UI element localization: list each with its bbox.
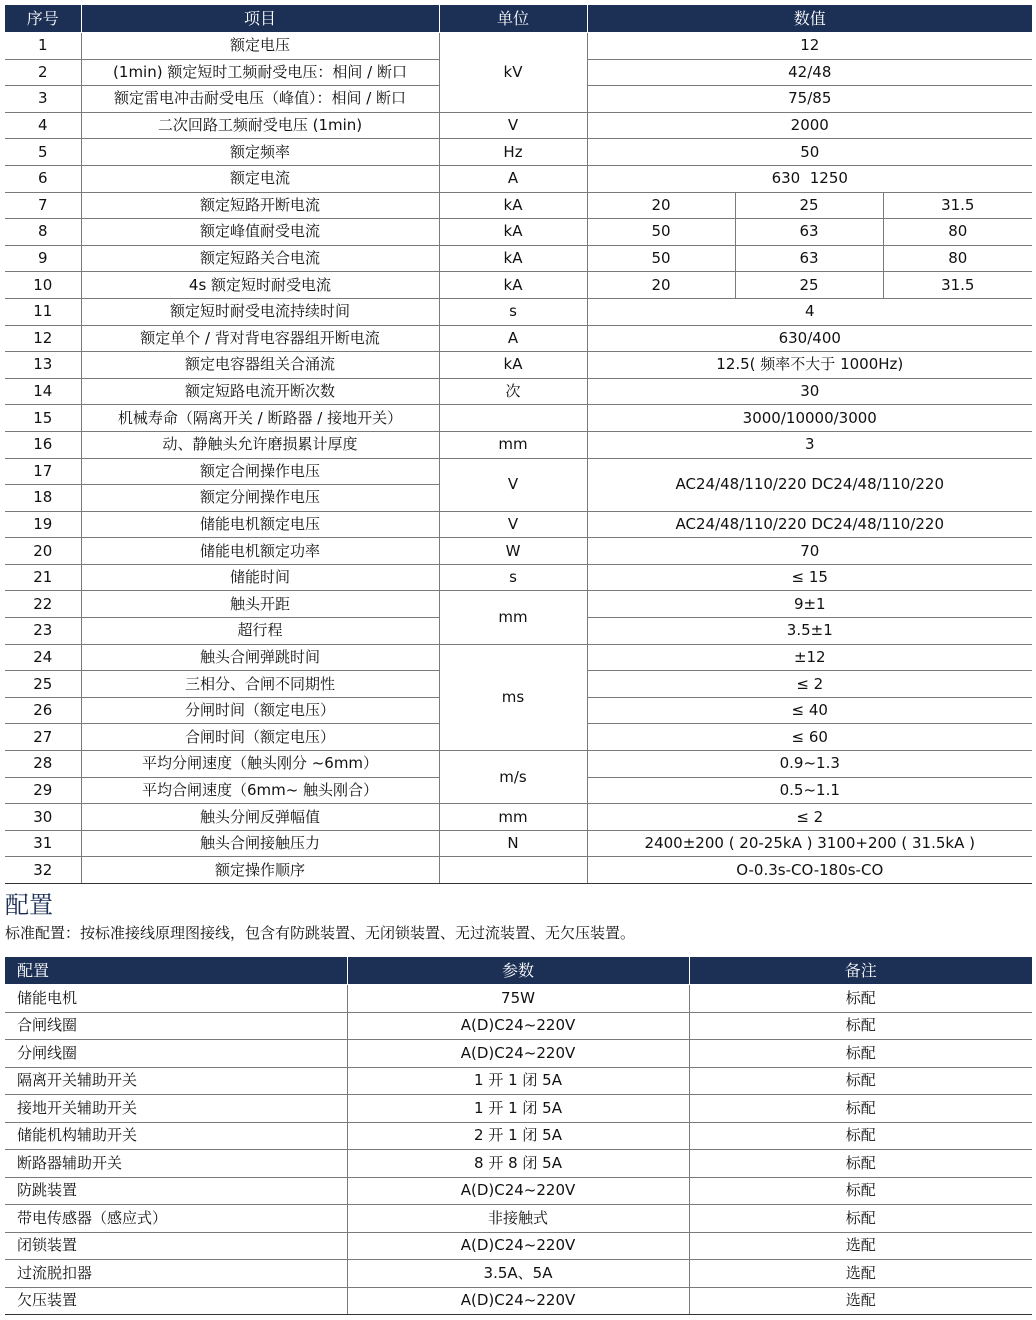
row-no: 21 [5,564,81,591]
row-value: ±12 [587,644,1032,671]
table-row [5,1067,1032,1095]
table-row [5,1205,1032,1233]
row-item: 额定电流 [81,165,439,192]
table-row [5,1040,1032,1068]
table-row [5,1150,1032,1178]
row-no: 16 [5,431,81,458]
row-no: 22 [5,591,81,618]
table-row [5,511,1032,538]
row-item: 额定频率 [81,139,439,166]
row-no: 11 [5,298,81,325]
row-item: 额定短时耐受电流持续时间 [81,298,439,325]
row-no: 28 [5,751,81,778]
row-item: 动、静触头允许磨损累计厚度 [81,431,439,458]
row-no: 4 [5,112,81,139]
row-unit [439,405,587,432]
row-item: 额定短路开断电流 [81,192,439,219]
config-remark: 标配 [689,985,1032,1013]
config-name: 闭锁装置 [5,1232,347,1260]
row-value: 50 [587,139,1032,166]
config-remark: 标配 [689,1012,1032,1040]
row-value-25ka: 25 [735,272,883,299]
row-value: 30 [587,378,1032,405]
row-no: 24 [5,644,81,671]
config-remark: 标配 [689,1205,1032,1233]
config-name: 接地开关辅助开关 [5,1095,347,1123]
row-no: 19 [5,511,81,538]
row-value: 75/85 [587,86,1032,113]
row-item: 触头合闸接触压力 [81,830,439,857]
header-no: 序号 [5,5,81,33]
config-name: 欠压装置 [5,1287,347,1315]
spec-table [5,5,1032,884]
row-unit: A [439,325,587,352]
row-item: 额定合闸操作电压 [81,458,439,485]
row-value-31-5ka: 80 [883,219,1032,246]
row-item: 额定分闸操作电压 [81,485,439,512]
row-no: 23 [5,618,81,645]
row-item: 额定操作顺序 [81,857,439,884]
table-row [5,325,1032,352]
table-row [5,591,1032,618]
row-no: 26 [5,697,81,724]
row-value: 42/48 [587,59,1032,86]
row-unit: ms [439,644,587,750]
row-item: 额定电压 [81,33,439,60]
row-no: 12 [5,325,81,352]
config-remark: 选配 [689,1287,1032,1315]
row-unit: A [439,165,587,192]
config-heading: 配置 [5,891,53,919]
row-item: 分闸时间（额定电压） [81,697,439,724]
row-unit: kA [439,245,587,272]
row-item: 平均分闸速度（触头刚分 ~6mm） [81,751,439,778]
table-row [5,564,1032,591]
header-value: 数值 [587,5,1032,33]
config-remark: 标配 [689,1150,1032,1178]
config-param: 1 开 1 闭 5A [347,1067,689,1095]
row-item: 超行程 [81,618,439,645]
table-row [5,751,1032,778]
row-value-25ka: 63 [735,219,883,246]
row-unit: V [439,511,587,538]
table-row [5,165,1032,192]
row-item: 储能时间 [81,564,439,591]
config-remark: 标配 [689,1122,1032,1150]
table-row [5,139,1032,166]
row-no: 3 [5,86,81,113]
row-unit: Hz [439,139,587,166]
row-unit: kV [439,33,587,113]
row-no: 25 [5,671,81,698]
table-row [5,219,1032,246]
row-unit: 次 [439,378,587,405]
config-remark: 选配 [689,1260,1032,1288]
row-no: 5 [5,139,81,166]
table-row [5,1232,1032,1260]
row-no: 10 [5,272,81,299]
row-unit: kA [439,192,587,219]
row-item: 额定峰值耐受电流 [81,219,439,246]
row-value: O-0.3s-CO-180s-CO [587,857,1032,884]
row-value-20ka: 20 [587,192,735,219]
row-value: 0.5~1.1 [587,777,1032,804]
row-no: 20 [5,538,81,565]
row-no: 30 [5,804,81,831]
row-value-31-5ka: 31.5 [883,192,1032,219]
row-no: 9 [5,245,81,272]
row-value-20ka: 50 [587,219,735,246]
config-table [5,957,1032,1315]
row-item: 触头合闸弹跳时间 [81,644,439,671]
config-param: 1 开 1 闭 5A [347,1095,689,1123]
row-value-31-5ka: 80 [883,245,1032,272]
config-param: A(D)C24~220V [347,1177,689,1205]
row-no: 13 [5,352,81,379]
header-item: 项目 [81,5,439,33]
row-value: 2400±200 ( 20-25kA ) 3100+200 ( 31.5kA ) [587,830,1032,857]
config-remark: 标配 [689,1067,1032,1095]
row-item: 额定电容器组关合涌流 [81,352,439,379]
row-item: 机械寿命（隔离开关 / 断路器 / 接地开关） [81,405,439,432]
config-remark: 标配 [689,1095,1032,1123]
row-value: 630 1250 [587,165,1032,192]
row-item: 4s 额定短时耐受电流 [81,272,439,299]
row-item: 合闸时间（额定电压） [81,724,439,751]
row-item: 平均合闸速度（6mm~ 触头刚合） [81,777,439,804]
row-no: 18 [5,485,81,512]
row-value-20ka: 50 [587,245,735,272]
table-row [5,298,1032,325]
config-remark: 标配 [689,1040,1032,1068]
header-remark: 备注 [689,957,1032,985]
config-name: 储能电机 [5,985,347,1013]
table-row [5,405,1032,432]
table-row [5,245,1032,272]
row-value-31-5ka: 31.5 [883,272,1032,299]
table-row [5,272,1032,299]
table-row [5,644,1032,671]
row-no: 15 [5,405,81,432]
row-item: 三相分、合闸不同期性 [81,671,439,698]
row-no: 17 [5,458,81,485]
table-row [5,538,1032,565]
table-row [5,33,1032,60]
table-row [5,1095,1032,1123]
row-value: ≤ 2 [587,804,1032,831]
row-value-25ka: 25 [735,192,883,219]
row-value: 4 [587,298,1032,325]
row-value: 70 [587,538,1032,565]
row-no: 8 [5,219,81,246]
config-note: 标准配置：按标准接线原理图接线，包含有防跳装置、无闭锁装置、无过流装置、无欠压装置。 [5,924,636,942]
row-item: 储能电机额定电压 [81,511,439,538]
config-param: 8 开 8 闭 5A [347,1150,689,1178]
row-unit: kA [439,272,587,299]
config-param: 3.5A、5A [347,1260,689,1288]
config-remark: 标配 [689,1177,1032,1205]
row-unit: mm [439,431,587,458]
header-config: 配置 [5,957,347,985]
table-row [5,352,1032,379]
row-unit: s [439,564,587,591]
table-row [5,458,1032,485]
table-row [5,1260,1032,1288]
spec-header-row [5,5,1032,33]
row-unit: mm [439,804,587,831]
table-row [5,830,1032,857]
table-row [5,1122,1032,1150]
row-value: 9±1 [587,591,1032,618]
row-no: 6 [5,165,81,192]
row-no: 1 [5,33,81,60]
row-no: 32 [5,857,81,884]
config-name: 分闸线圈 [5,1040,347,1068]
row-item: (1min) 额定短时工频耐受电压：相间 / 断口 [81,59,439,86]
config-name: 带电传感器（感应式） [5,1205,347,1233]
config-param: A(D)C24~220V [347,1012,689,1040]
row-unit: W [439,538,587,565]
row-value: 3.5±1 [587,618,1032,645]
row-value-20ka: 20 [587,272,735,299]
row-value: 3 [587,431,1032,458]
row-item: 额定单个 / 背对背电容器组开断电流 [81,325,439,352]
row-unit [439,857,587,884]
table-row [5,1012,1032,1040]
row-value: 0.9~1.3 [587,751,1032,778]
table-row [5,1287,1032,1315]
row-value: 630/400 [587,325,1032,352]
config-name: 过流脱扣器 [5,1260,347,1288]
config-name: 隔离开关辅助开关 [5,1067,347,1095]
row-no: 7 [5,192,81,219]
table-row [5,1177,1032,1205]
row-unit: mm [439,591,587,644]
row-value: 2000 [587,112,1032,139]
row-value: 3000/10000/3000 [587,405,1032,432]
row-value: 12 [587,33,1032,60]
row-value: ≤ 15 [587,564,1032,591]
row-unit: V [439,112,587,139]
header-param: 参数 [347,957,689,985]
row-unit: V [439,458,587,511]
config-name: 储能机构辅助开关 [5,1122,347,1150]
row-no: 31 [5,830,81,857]
row-unit: s [439,298,587,325]
row-no: 2 [5,59,81,86]
row-no: 29 [5,777,81,804]
row-item: 二次回路工频耐受电压 (1min) [81,112,439,139]
row-value: 12.5( 频率不大于 1000Hz) [587,352,1032,379]
row-value-25ka: 63 [735,245,883,272]
row-value: AC24/48/110/220 DC24/48/110/220 [587,458,1032,511]
row-unit: kA [439,219,587,246]
row-value: ≤ 40 [587,697,1032,724]
config-param: A(D)C24~220V [347,1040,689,1068]
row-item: 额定雷电冲击耐受电压（峰值）：相间 / 断口 [81,86,439,113]
row-item: 触头开距 [81,591,439,618]
table-row [5,378,1032,405]
config-param: A(D)C24~220V [347,1287,689,1315]
config-param: 非接触式 [347,1205,689,1233]
row-item: 额定短路关合电流 [81,245,439,272]
row-item: 储能电机额定功率 [81,538,439,565]
config-remark: 选配 [689,1232,1032,1260]
row-value: AC24/48/110/220 DC24/48/110/220 [587,511,1032,538]
row-item: 触头分闸反弹幅值 [81,804,439,831]
header-unit: 单位 [439,5,587,33]
row-unit: kA [439,352,587,379]
config-param: A(D)C24~220V [347,1232,689,1260]
table-row [5,112,1032,139]
row-no: 27 [5,724,81,751]
config-param: 75W [347,985,689,1013]
row-no: 14 [5,378,81,405]
row-unit: m/s [439,751,587,804]
table-row [5,857,1032,884]
config-name: 断路器辅助开关 [5,1150,347,1178]
table-row [5,431,1032,458]
table-row [5,985,1032,1013]
config-name: 合闸线圈 [5,1012,347,1040]
row-value: ≤ 60 [587,724,1032,751]
table-row [5,192,1032,219]
row-item: 额定短路电流开断次数 [81,378,439,405]
config-param: 2 开 1 闭 5A [347,1122,689,1150]
row-value: ≤ 2 [587,671,1032,698]
row-unit: N [439,830,587,857]
config-name: 防跳装置 [5,1177,347,1205]
table-row [5,804,1032,831]
config-header-row [5,957,1032,985]
